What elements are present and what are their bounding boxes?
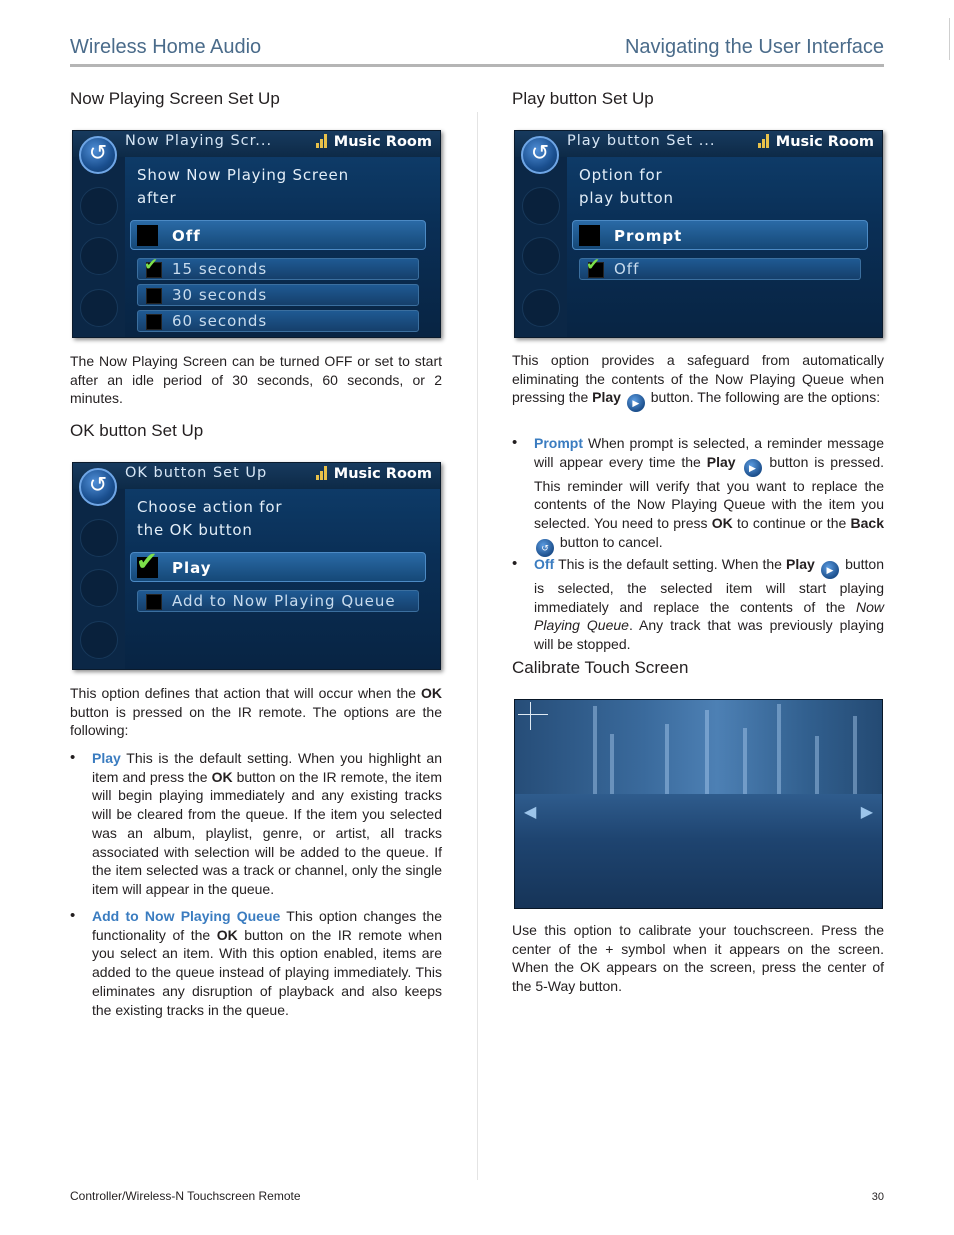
right-arrow-icon: ▶ bbox=[860, 804, 873, 821]
play-button-description: This option provides a safeguard from automatically eliminating the contents of the Now Playing Queue when pressing the Play ▶ button. The following are the options: bbox=[512, 351, 884, 412]
bullet-dot: • bbox=[512, 434, 518, 451]
option-60-seconds: 60 seconds bbox=[137, 310, 419, 332]
screen-prompt-line: play button bbox=[579, 189, 674, 207]
screen-prompt-line: the OK button bbox=[137, 521, 253, 539]
side-button bbox=[80, 519, 118, 557]
option-add-to-queue: Add to Now Playing Queue bbox=[137, 590, 419, 612]
play-icon: ▶ bbox=[821, 561, 839, 579]
back-arrow-icon: ↺ bbox=[521, 136, 559, 174]
checkbox bbox=[146, 314, 162, 330]
back-arrow-icon: ↺ bbox=[79, 136, 117, 174]
ok-button-description: This option defines that action that will occur when the OK button is pressed on the IR remote. The options are the following: bbox=[70, 685, 442, 739]
ok-button-heading: OK button Set Up bbox=[70, 421, 204, 440]
checkmark-icon: ✔ bbox=[144, 255, 160, 275]
option-prompt: Prompt bbox=[572, 220, 868, 250]
column-divider bbox=[477, 112, 478, 1180]
signal-bars-icon bbox=[316, 466, 329, 480]
calibration-crosshair bbox=[518, 714, 548, 715]
screen-prompt-line: Option for bbox=[579, 166, 663, 184]
footer-product-name: Controller/Wireless-N Touchscreen Remote bbox=[70, 1189, 301, 1203]
room-label: Music Room bbox=[316, 134, 432, 150]
side-button bbox=[80, 237, 118, 275]
bullet-add-to-queue: • Add to Now Playing Queue This option changes the functionality of the OK button on the IR remote when you select an item. With this option enabled, items are added to the queue instead of playing immediately. This eliminates any disruption of playback and also keeps the existing tracks in the queue. bbox=[70, 907, 442, 1018]
back-arrow-icon: ↺ bbox=[79, 468, 117, 506]
play-button-heading: Play button Set Up bbox=[512, 89, 654, 108]
side-button bbox=[80, 569, 118, 607]
document-header-right: Navigating the User Interface bbox=[624, 36, 884, 58]
page-edge-mark bbox=[949, 18, 954, 60]
header-divider bbox=[70, 64, 884, 67]
page-number: 30 bbox=[871, 1191, 884, 1203]
bullet-dot: • bbox=[70, 907, 76, 924]
screen-prompt-line: after bbox=[137, 189, 177, 207]
option-off: Off bbox=[130, 220, 426, 250]
calibration-crosshair bbox=[530, 702, 531, 730]
play-icon: ▶ bbox=[627, 394, 645, 412]
calibrate-description: Use this option to calibrate your touchscreen. Press the center of the + symbol when it appears on the screen. When the OK appears on the screen, press the center of the 5-Way button. bbox=[512, 922, 884, 995]
side-button bbox=[80, 621, 118, 659]
now-playing-description: The Now Playing Screen can be turned OFF or set to start after an idle period of 30 seconds, 60 seconds, or 2 minutes. bbox=[70, 353, 442, 407]
back-arrow-icon: ↺ bbox=[536, 539, 554, 557]
now-playing-heading: Now Playing Screen Set Up bbox=[70, 89, 280, 108]
checkbox bbox=[146, 594, 162, 610]
play-button-screen bbox=[514, 130, 883, 338]
checkbox bbox=[146, 288, 162, 304]
side-button bbox=[80, 289, 118, 327]
checkbox bbox=[579, 225, 600, 246]
screen-title: Now Playing Scr... bbox=[125, 133, 273, 149]
option-15-seconds: ✔ 15 seconds bbox=[137, 258, 419, 280]
option-play: ✔ Play bbox=[130, 552, 426, 582]
calibrate-heading: Calibrate Touch Screen bbox=[512, 658, 689, 677]
ok-button-screen bbox=[72, 462, 441, 670]
calibrate-screen bbox=[514, 699, 883, 909]
option-30-seconds: 30 seconds bbox=[137, 284, 419, 306]
bullet-play: • Play This is the default setting. When you highlight an item and press the OK button on the IR remote, the item will begin playing immediately and any existing tracks will be cleared from the queue. If the item you selected was an album, playlist, genre, or artist, all tracks associated with selection will be added to the queue. If the item selected was a track or channel, only the single item will appear in the queue. bbox=[70, 749, 442, 897]
screen-prompt-line: Choose action for bbox=[137, 498, 283, 516]
side-button bbox=[80, 187, 118, 225]
bullet-dot: • bbox=[70, 749, 76, 766]
option-off: ✔ Off bbox=[579, 258, 861, 280]
room-label: Music Room bbox=[316, 466, 432, 482]
room-label: Music Room bbox=[758, 134, 874, 150]
play-icon: ▶ bbox=[744, 459, 762, 477]
side-button bbox=[522, 187, 560, 225]
checkmark-icon: ✔ bbox=[136, 547, 159, 577]
screen-title: OK button Set Up bbox=[125, 465, 268, 481]
left-arrow-icon: ◀ bbox=[524, 804, 537, 821]
bullet-prompt: • Prompt When prompt is selected, a reminder message will appear every time the Play ▶ button is pressed. This reminder will verify that you want to replace the contents of the Now Playing Queue with the item you selected. You need to press OK to continue or the Back ↺ button to cancel. bbox=[534, 434, 884, 557]
screen-title: Play button Set ... bbox=[567, 133, 716, 149]
signal-bars-icon bbox=[758, 134, 771, 148]
signal-bars-icon bbox=[316, 134, 329, 148]
bullet-dot: • bbox=[512, 555, 518, 572]
bullet-off: • Off This is the default setting. When the Play ▶ button is selected, the selected item will start playing immediately and replace the contents of the Now Playing Queue. Any track that was previously playing will be stopped. bbox=[512, 555, 885, 653]
checkbox bbox=[137, 225, 158, 246]
checkmark-icon: ✔ bbox=[586, 255, 602, 275]
side-button bbox=[522, 237, 560, 275]
document-header-left: Wireless Home Audio bbox=[70, 36, 262, 58]
side-button bbox=[522, 289, 560, 327]
now-playing-screen bbox=[72, 130, 441, 338]
screen-prompt-line: Show Now Playing Screen bbox=[137, 166, 349, 184]
